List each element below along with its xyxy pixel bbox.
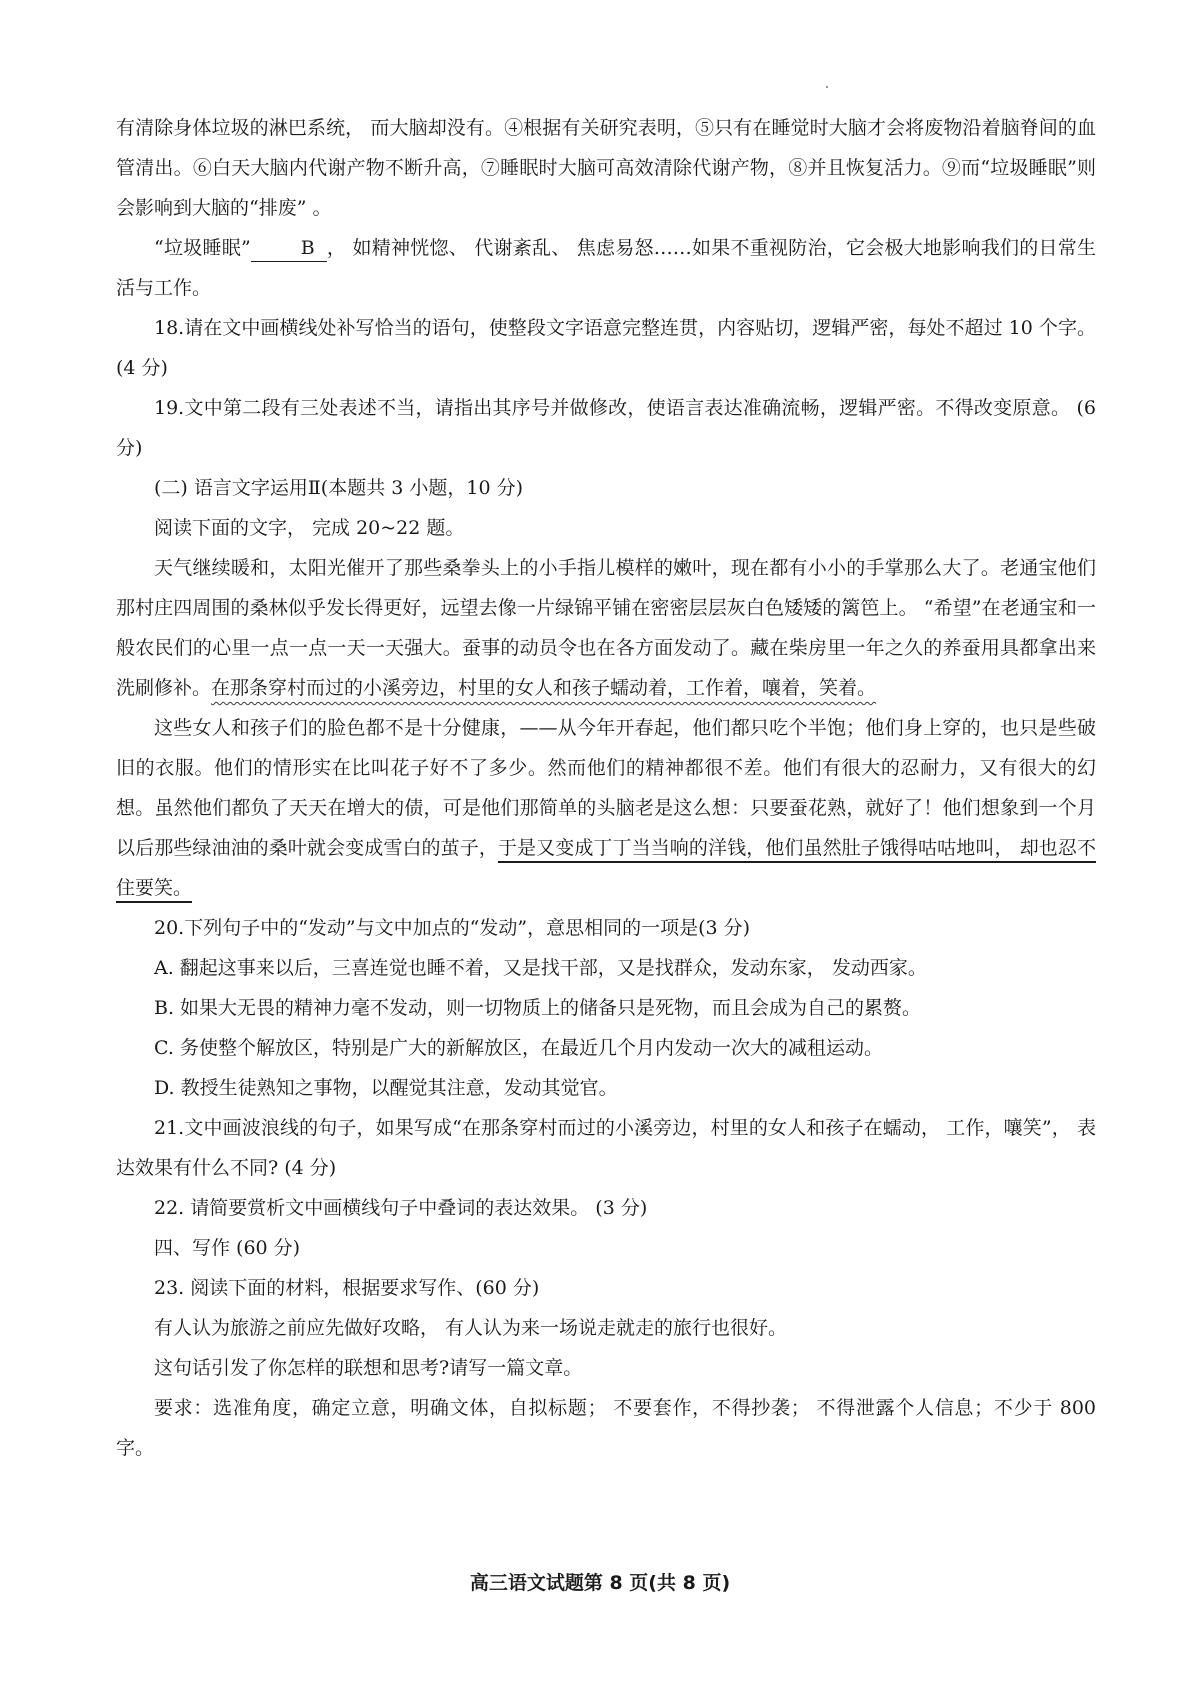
reading-paragraph-1 [116,548,1096,708]
question-20-stem: 20.下列句子中的“发动”与文中加点的“发动”，意思相同的一项是(3 分) [154,917,751,939]
reading-paragraph-1-text: 天气继续暖和，太阳光催开了那些桑拳头上的小手指儿模样的嫩叶，现在都有小小的手掌那么大了。老通宝他们那村庄四周围的桑林似乎发长得更好，远望去像一片绿锦平铺在密密层层灰白色矮矮的篱笆上。 “希望”在老通宝和一般农民们的心里一点一点一天一天强大。蚕事的动员令也在各方面发动了。藏在柴房里一年之久的养蚕用具都拿出来洗刷修补。 [116,557,1096,699]
question-23: 23. 阅读下面的材料，根据要求写作、(60 分) [154,1277,540,1299]
blank-b: B [251,235,327,262]
writing-material: 有人认为旅游之前应先做好攻略， 有人认为来一场说走就走的旅行也很好。 [154,1317,788,1339]
question-21: 21.文中画波浪线的句子，如果写成“在那条穿村而过的小溪旁边，村里的女人和孩子在蠕动， 工作，嚷笑”， 表达效果有什么不同? (4 分) [116,1117,1096,1179]
section-2-intro: 阅读下面的文字， 完成 20~22 题。 [154,517,465,539]
passage-paragraph-2-rest: ， 如精神恍惚、 代谢紊乱、 焦虑易怒……如果不重视防治，它会极大地影响我们的日常生活与工作。 [116,237,1096,299]
question-20-option-b: B. 如果大无畏的精神力毫不发动，则一切物质上的储备只是死物，而且会成为自己的累赘。 [154,997,922,1019]
question-22: 22. 请简要赏析文中画横线句子中叠词的表达效果。 (3 分) [154,1197,648,1219]
scan-speck [826,86,828,88]
underlined-sentence: 于是又变成丁丁当当响的洋钱，他们虽然肚子饿得咕咕地叫， 却也忍不住要笑。 [116,837,1096,899]
question-19: 19.文中第二段有三处表述不当，请指出其序号并做修改，使语言表达准确流畅，逻辑严密。不得改变原意。 (6 分) [116,397,1096,459]
wavy-underlined-sentence: 在那条穿村而过的小溪旁边，村里的女人和孩子蠕动着，工作着，嚷着，笑着。 [211,677,877,699]
question-20-option-c: C. 务使整个解放区，特别是广大的新解放区，在最近几个月内发动一次大的减租运动。 [154,1037,883,1059]
passage-paragraph-2 [116,228,1096,308]
page-content [116,108,1096,1468]
section-2-heading: (二) 语言文字运用Ⅱ(本题共 3 小题，10 分) [154,477,523,499]
question-18: 18.请在文中画横线处补写恰当的语句，使整段文字语意完整连贯，内容贴切，逻辑严密，每处不超过 10 个字。 (4 分) [116,317,1096,379]
passage-paragraph-2-start: “垃圾睡眠” [154,237,251,259]
writing-prompt: 这句话引发了你怎样的联想和思考?请写一篇文章。 [154,1357,583,1379]
passage-paragraph-1: 有清除身体垃圾的淋巴系统， 而大脑却没有。④根据有关研究表明，⑤只有在睡觉时大脑才会将废物沿着脑脊间的血管清出。⑥白天大脑内代谢产物不断升高，⑦睡眠时大脑可高效清除代谢产物，⑧并且恢复活力。⑨而“垃圾睡眠”则会影响到大脑的“排废” 。 [116,117,1096,219]
question-20-option-d: D. 教授生徒熟知之事物，以醒觉其注意，发动其觉官。 [154,1077,618,1099]
section-4-heading: 四、写作 (60 分) [154,1237,301,1259]
reading-paragraph-2 [116,708,1096,908]
reading-paragraph-2-text: 这些女人和孩子们的脸色都不是十分健康，——从今年开春起，他们都只吃个半饱；他们身上穿的，也只是些破旧的衣服。他们的情形实在比叫花子好不了多少。然而他们的精神都很不差。他们有很大的忍耐力，又有很大的幻想。虽然他们都负了天天在增大的债，可是他们那简单的头脑老是这么想：只要蚕花熟，就好了！他们想象到一个月以后那些绿油油的桑叶就会变成雪白的茧子， [116,717,1096,859]
page-footer: 高三语文试题第 8 页(共 8 页) [469,1572,731,1594]
writing-requirement: 要求：选准角度，确定立意，明确文体，自拟标题； 不要套作，不得抄袭； 不得泄露个人信息；不少于 800 字。 [116,1397,1096,1459]
question-20-option-a: A. 翻起这事来以后，三喜连觉也睡不着，又是找干部，又是找群众，发动东家， 发动西家。 [154,957,927,979]
